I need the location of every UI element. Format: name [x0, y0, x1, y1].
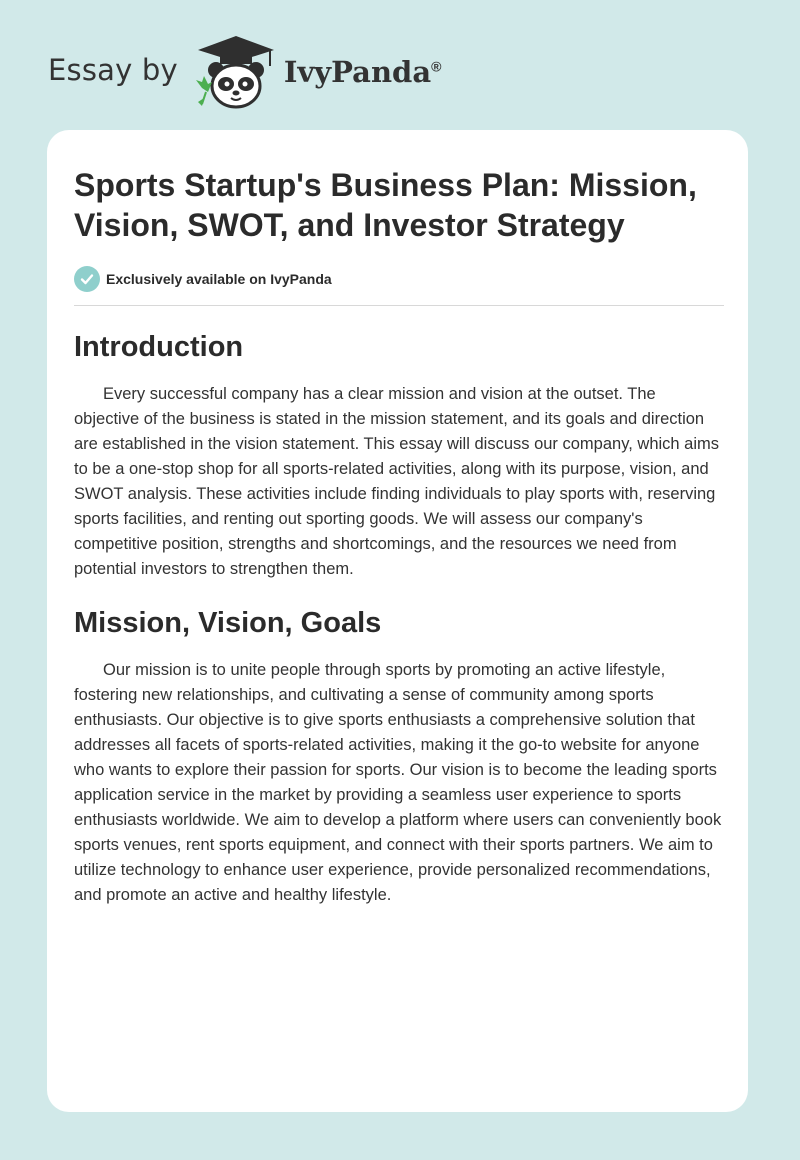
section-body-mission: Our mission is to unite people through sports by promoting an active lifestyle, fostering new relationships, and cultivating a sense of community among sports enthusiasts. Our objective is to give sports enthusiasts a comprehensive solution that addresses all facets of sports-related activities, making it the go-to website for anyone who wants to explore their passion for sports. Our vision is to become the leading sports application service in the market by providing a seamless user experience to sports enthusiasts worldwide. We aim to develop a platform where users can conveniently book sports venues, rent sports equipment, and connect with their sports partners. We aim to utilize technology to enhance user experience, provide personalized recommendations, and promote an active and healthy lifestyle. [74, 661, 722, 904]
brand-name[interactable] [284, 55, 442, 89]
registered-mark: ® [431, 58, 442, 75]
essay-by-label: Essay by [48, 53, 178, 87]
exclusive-badge-label: Exclusively available on IvyPanda [106, 271, 332, 287]
section-heading-mission: Mission, Vision, Goals [74, 607, 382, 639]
page-title: Sports Startup's Business Plan: Mission, Vision, SWOT, and Investor Strategy [74, 167, 697, 243]
section-body-introduction: Every successful company has a clear mission and vision at the outset. The objective of the business is stated in the mission statement, and its goals and direction are established in the vision statement. This essay will discuss our company, which aims to be a one-stop shop for all sports-related activities, along with its purpose, vision, and SWOT analysis. These activities include finding individuals to play sports with, reserving sports facilities, and renting out sporting goods. We will assess our company's competitive position, strengths and shortcomings, and the resources we need from potential investors to strengthen them. [74, 385, 720, 578]
brand-label: IvyPanda [283, 55, 432, 89]
panda-logo-icon[interactable] [192, 32, 280, 112]
ivy-leaf-icon [196, 76, 212, 106]
divider [74, 305, 724, 306]
essay-card [47, 130, 748, 1112]
check-badge-icon [74, 266, 100, 292]
site-header [48, 32, 441, 112]
essay-content [74, 165, 724, 908]
section-heading-introduction: Introduction [74, 331, 244, 363]
exclusive-badge [74, 265, 724, 293]
